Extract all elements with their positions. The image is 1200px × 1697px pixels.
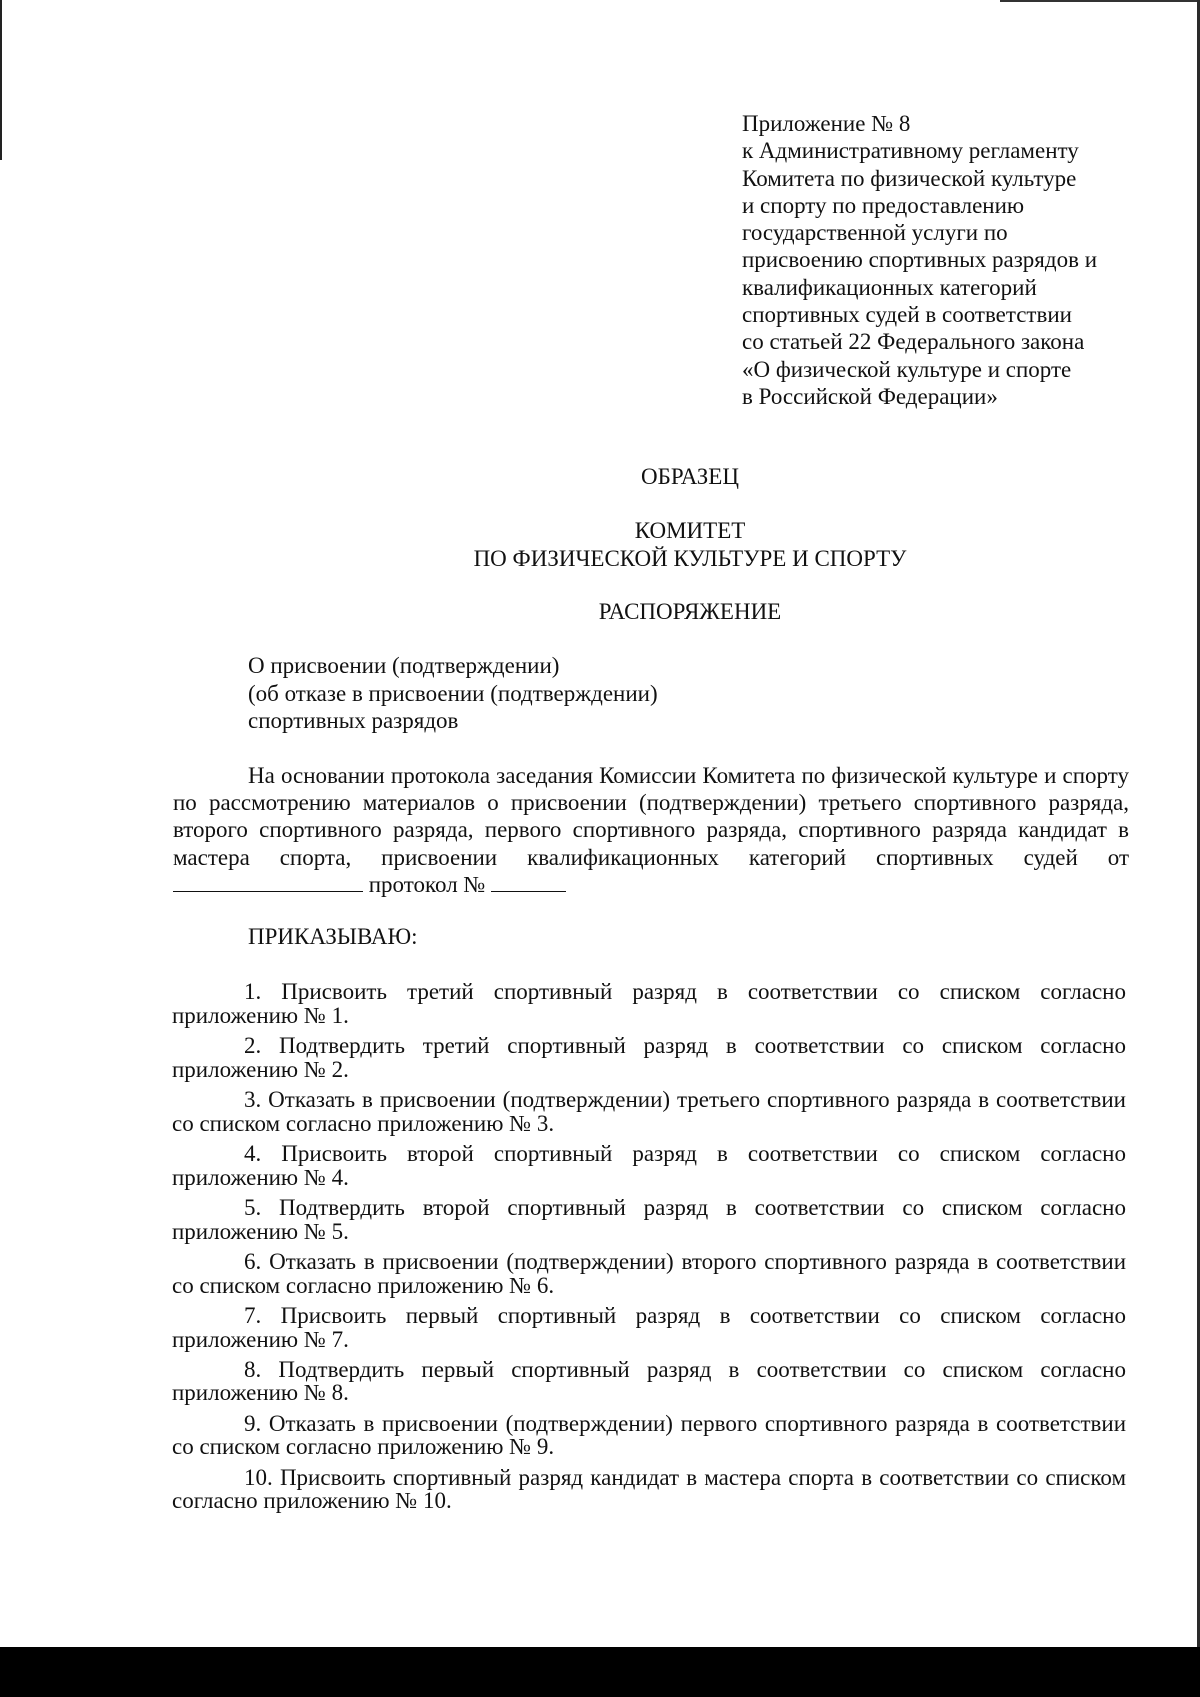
appendix-line: Комитета по физической культуре xyxy=(742,165,1077,191)
order-item: 9. Отказать в присвоении (подтверждении) первого спортивного разряда в соответствии со списком согласно приложению № 9. xyxy=(172,1410,1126,1460)
document-subject xyxy=(248,652,658,735)
committee-name xyxy=(90,517,1200,573)
order-items-list xyxy=(172,980,1126,1520)
appendix-line: и спорту по предоставлению xyxy=(742,192,1025,218)
order-item: 5. Подтвердить второй спортивный разряд в соответствии со списком согласно приложению № 5. xyxy=(172,1194,1126,1244)
order-item: 10. Присвоить спортивный разряд кандидат в мастера спорта в соответствии со списком согласно приложению № 10. xyxy=(172,1464,1126,1514)
appendix-line: спортивных судей в соответствии xyxy=(742,302,1072,328)
appendix-line: в Российской Федерации» xyxy=(742,383,998,409)
order-item: 2. Подтвердить третий спортивный разряд в соответствии со списком согласно приложению № 2. xyxy=(172,1032,1126,1082)
order-item: 4. Присвоить второй спортивный разряд в соответствии со списком согласно приложению № 4. xyxy=(172,1140,1126,1190)
date-blank xyxy=(173,873,363,892)
order-item: 7. Присвоить первый спортивный разряд в соответствии со списком согласно приложению № 7. xyxy=(172,1302,1126,1352)
committee-line-1: КОМИТЕТ xyxy=(634,518,746,543)
basis-paragraph xyxy=(173,762,1129,898)
appendix-reference xyxy=(742,110,1182,410)
scan-bottom-band xyxy=(0,1647,1200,1697)
appendix-line: государственной услуги по xyxy=(742,220,1008,246)
appendix-line: квалификационных категорий xyxy=(742,274,1037,300)
subject-line: спортивных разрядов xyxy=(248,708,459,733)
order-item: 6. Отказать в присвоении (подтверждении) второго спортивного разряда в соответствии со списком согласно приложению № 6. xyxy=(172,1248,1126,1298)
scan-edge-top xyxy=(1000,0,1200,2)
subject-line: (об отказе в присвоении (подтверждении) xyxy=(248,680,658,706)
order-item: 1. Присвоить третий спортивный разряд в соответствии со списком согласно приложению № 1. xyxy=(172,979,1126,1028)
subject-line: О присвоении (подтверждении) xyxy=(248,653,560,678)
protocol-number-blank xyxy=(491,873,566,892)
protocol-label: протокол № xyxy=(368,871,486,897)
appendix-line: присвоению спортивных разрядов и xyxy=(742,247,1098,273)
sample-label: ОБРАЗЕЦ xyxy=(641,464,739,489)
order-item: 8. Подтвердить первый спортивный разряд в соответствии со списком согласно приложению № 8. xyxy=(172,1356,1126,1406)
order-item: 3. Отказать в присвоении (подтверждении) третьего спортивного разряда в соответствии со списком согласно приложению № 3. xyxy=(172,1086,1126,1136)
appendix-line: к Административному регламенту xyxy=(742,138,1079,164)
document-type-heading: РАСПОРЯЖЕНИЕ xyxy=(598,599,782,624)
scan-edge-left xyxy=(0,0,2,160)
order-verb: ПРИКАЗЫВАЮ: xyxy=(248,924,418,949)
committee-line-2: ПО ФИЗИЧЕСКОЙ КУЛЬТУРЕ И СПОРТУ xyxy=(473,546,907,571)
basis-text: На основании протокола заседания Комиссии Комитета по физической культуре и спорту по рассмотрению материалов о присвоении (подтверждении) третьего спортивного разряда, второго спортивного разряда, первого спортивного разряда, спортивного разряда кандидат в мастера спорта, присвоении квалификационных категорий спортивных судей от xyxy=(173,763,1129,870)
appendix-line: Приложение № 8 xyxy=(742,111,911,136)
appendix-line: «О физической культуре и спорте xyxy=(742,356,1072,382)
appendix-line: со статьей 22 Федерального закона xyxy=(742,329,1085,355)
